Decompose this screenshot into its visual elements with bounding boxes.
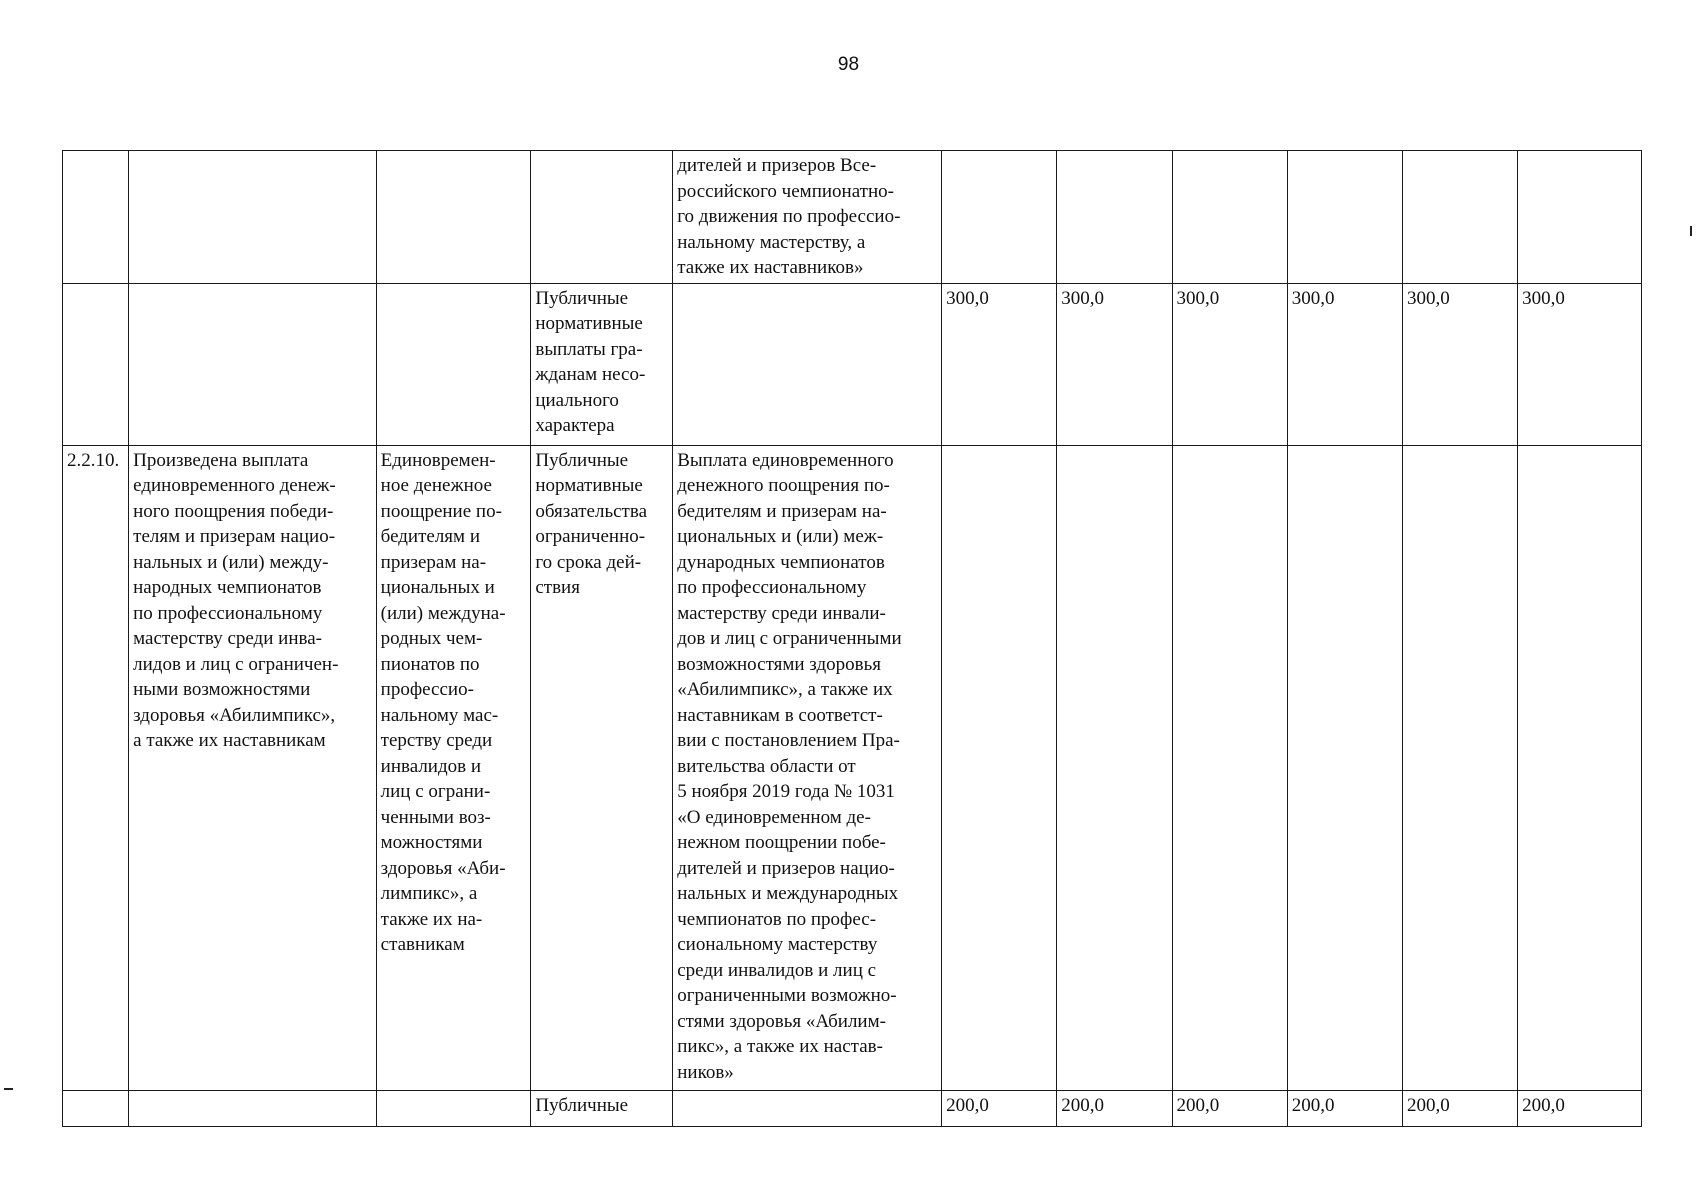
table-cell [63,1090,129,1126]
table-cell [942,151,1057,284]
table-cell [1518,151,1642,284]
table-cell: 200,0 [1172,1090,1287,1126]
table-cell [1287,445,1402,1090]
table-cell [673,283,942,445]
table-cell: 200,0 [1057,1090,1172,1126]
table-cell [129,151,377,284]
table-cell [1172,445,1287,1090]
table-row [63,445,1642,1090]
table-cell: 300,0 [942,283,1057,445]
page-number: 98 [837,54,860,75]
table-row [63,283,1642,445]
table-cell: Публичные нормативные выплаты гра- жданам несо- циального характера [531,283,673,445]
table-row [63,1090,1642,1126]
table-cell: Выплата единовременного денежного поощрения по- бедителям и призерам на- циональных и (или) меж- дународных чемпионатов по профессиональному мастерству среди инвали- дов и лиц с ограниченными возможностями здоровья «Абилимпикс», а также их наставникам в соответст- вии с постановлением Пра- вительства области от 5 ноября 2019 года № 1031 «О единовременном де- нежном поощрении побе- дителей и призеров нацио- нальных и международных чемпионатов по профес- сиональному мастерству среди инвалидов и лиц с ограниченными возможно- стями здоровья «Абилим- пикс», а также их настав- ников» [673,445,942,1090]
table-cell: 300,0 [1172,283,1287,445]
table-cell [942,445,1057,1090]
table-body [63,151,1642,1127]
table-cell: 300,0 [1402,283,1517,445]
table-row [63,151,1642,284]
table-cell: Единовремен- ное денежное поощрение по- бедителям и призерам на- циональных и (или) междуна- родных чем- пионатов по профессио- нальному мас- терству среди инвалидов и лиц с ограни- ченными воз- можностями здоровья «Аби- лимпикс», а также их на- ставникам [376,445,531,1090]
table-cell [376,151,531,284]
table-cell [63,151,129,284]
table-cell: 200,0 [1402,1090,1517,1126]
table-cell: 200,0 [1287,1090,1402,1126]
table-cell [129,1090,377,1126]
table-cell [1172,151,1287,284]
table-cell [673,1090,942,1126]
table-cell: дителей и призеров Все- российского чемпионатно- го движения по профессио- нальному мастерству, а также их наставников» [673,151,942,284]
table-cell: Публичные [531,1090,673,1126]
table-cell [376,283,531,445]
table-cell [1057,151,1172,284]
table-cell: Произведена выплата единовременного денеж- ного поощрения победи- телям и призерам нацио- нальных и (или) между- народных чемпионатов по профессиональному мастерству среди инва- лидов и лиц с ограничен- ными возможностями здоровья «Абилимпикс», а также их наставникам [129,445,377,1090]
table-cell [1402,445,1517,1090]
table-cell [1518,445,1642,1090]
table-cell: 300,0 [1287,283,1402,445]
table-cell [1287,151,1402,284]
table-cell [531,151,673,284]
scan-mark [1690,226,1692,236]
table-cell: 200,0 [942,1090,1057,1126]
program-table [62,150,1642,1127]
table-cell [129,283,377,445]
table-cell: Публичные нормативные обязательства ограниченно- го срока дей- ствия [531,445,673,1090]
scan-mark [4,1088,13,1090]
table-cell [1402,151,1517,284]
table-cell [63,283,129,445]
table-cell: 2.2.10. [63,445,129,1090]
table-cell [1057,445,1172,1090]
table-cell [376,1090,531,1126]
table-cell: 200,0 [1518,1090,1642,1126]
table-cell: 300,0 [1057,283,1172,445]
table-cell: 300,0 [1518,283,1642,445]
